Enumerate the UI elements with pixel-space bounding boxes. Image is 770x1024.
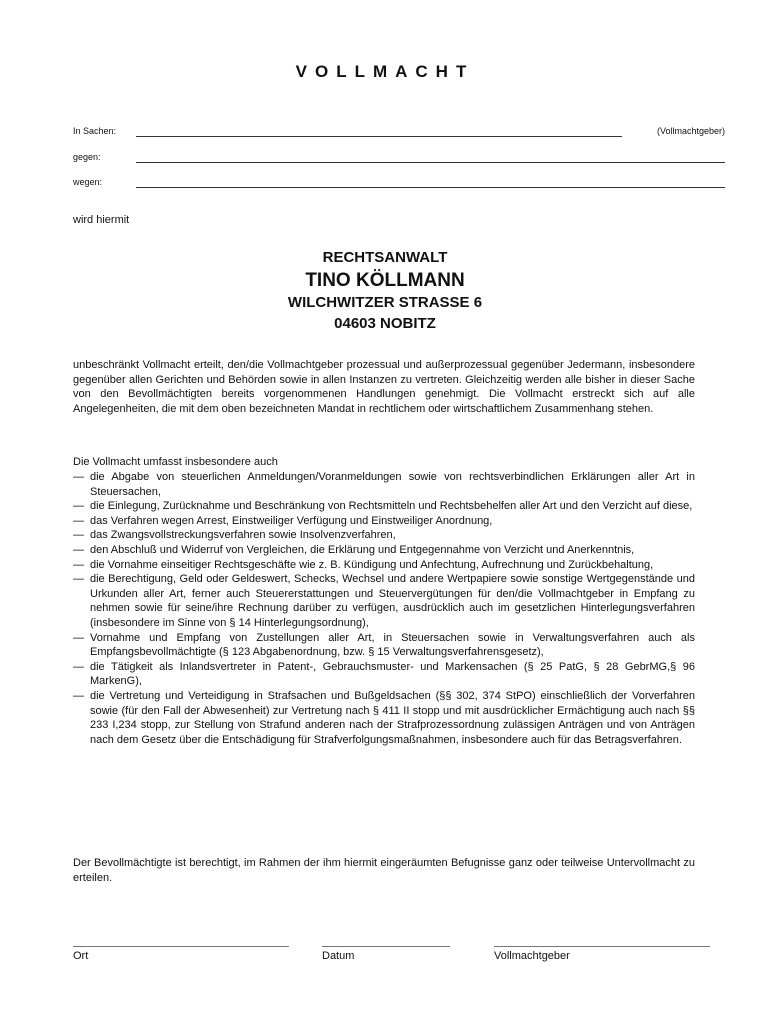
wegen-row (73, 177, 725, 191)
list-item (73, 689, 695, 747)
signature-vollmachtgeber (494, 946, 710, 962)
ort-signature-line[interactable] (73, 946, 289, 947)
lawyer-role: RECHTSANWALT (322, 249, 448, 266)
list-item (73, 660, 695, 689)
ort-label: Ort (73, 950, 89, 962)
list-dash: — (73, 558, 84, 571)
lawyer-city: 04603 NOBITZ (334, 315, 436, 332)
list-dash: — (73, 573, 84, 586)
list-item-text: die Vertretung und Verteidigung in Strafsachen und Bußgeldsachen (§§ 302, 374 StPO) einschließlich der Vorverfahren sowie (für den Fall der Abwesenheit) zur Vertretung nach § 411 II stopp und mit ausdrücklicher Ermächtigung auch nach §§ 233 I,234 stopp, zur Stellung von Strafund anderen nach der Strafprozessordnung zulässigen Anträgen und von Anträgen nach dem Gesetz über die Entschädigung für Strafverfolgungsmaßnahmen, insbesondere auch für das Betragsverfahren. (90, 689, 695, 746)
wegen-line[interactable] (136, 187, 725, 188)
datum-label: Datum (322, 950, 355, 962)
wegen-label: wegen: (73, 177, 103, 187)
list-item (73, 514, 695, 529)
list-item-text: die Tätigkeit als Inlandsvertreter in Patent-, Gebrauchsmuster- und Markensachen (§ 25 PatG, § 28 GebrMG,§ 96 MarkenG), (90, 660, 695, 688)
lawyer-name: TINO KÖLLMANN (305, 270, 465, 291)
list-item-text: das Zwangsvollstreckungsverfahren sowie Insolvenzverfahren, (90, 529, 396, 542)
list-item-text: die Abgabe von steuerlichen Anmeldungen/Voranmeldungen sowie von rechtsverbindlichen Erklärungen aller Art in Steuersachen, (90, 471, 695, 498)
in-sachen-line[interactable] (136, 136, 622, 137)
list-item-text: Vornahme und Empfang von Zustellungen aller Art, in Steuersachen sowie in Verwaltungsverfahren auch als Empfangsbevollmächtigte (§ 123 Abgabenordnung, bzw. § 15 Verwaltungsverfahrensgesetz), (90, 631, 695, 659)
list-item-text: den Abschluß und Widerruf von Vergleichen, die Erklärung und Entgegennahme von Verzicht und Anerkenntnis, (90, 543, 635, 556)
list-item (73, 558, 695, 573)
in-sachen-label: In Sachen: (73, 126, 117, 136)
gegen-label: gegen: (73, 152, 101, 162)
sub-authority-paragraph: Der Bevollmächtigte ist berechtigt, im Rahmen der ihm hiermit eingeräumten Befugnisse ganz oder teilweise Untervollmacht zu erteilen. (73, 857, 695, 884)
lawyer-block (0, 248, 770, 335)
list-dash: — (73, 471, 84, 483)
list-dash: — (73, 529, 84, 542)
list-heading: Die Vollmacht umfasst insbesondere auch (73, 456, 278, 468)
lawyer-street: WILCHWITZER STRASSE 6 (287, 294, 483, 311)
list-item (73, 543, 695, 558)
in-sachen-row (73, 126, 725, 140)
vollmachtgeber-label: Vollmachtgeber (494, 950, 570, 962)
gegen-row (73, 152, 725, 166)
list-item (73, 631, 695, 660)
list-dash: — (73, 631, 84, 644)
list-item (73, 499, 695, 514)
list-item (73, 470, 695, 499)
intro-text: wird hiermit (73, 214, 130, 226)
signature-ort (73, 946, 289, 962)
list-item (73, 572, 695, 630)
list-dash: — (73, 660, 84, 673)
datum-signature-line[interactable] (322, 946, 450, 947)
list-dash: — (73, 500, 84, 513)
signature-datum (322, 946, 450, 962)
scope-paragraph: unbeschränkt Vollmacht erteilt, den/die Vollmachtgeber prozessual und außerprozessual gegenüber Jedermann, insbesondere gegenüber allen Gerichten und Behörden sowie in allen Instanzen zu vertreten. Gleichzeitig werden alle bisher in dieser Sache von den Bevollmächtigten bereits vorgenommenen Handlungen genehmigt. Die Vollmacht erstreckt sich auf alle Angelegenheiten, die mit dem oben bezeichneten Mandat in rechtlichem oder wirtschaftlichem Zusammenhang stehen. (73, 359, 695, 415)
list-item-text: die Vornahme einseitiger Rechtsgeschäfte wie z. B. Kündigung und Anfechtung, Aufrechnung und Zurückbehaltung, (90, 558, 654, 571)
gegen-line[interactable] (136, 162, 725, 163)
list-item (73, 528, 695, 543)
vollmachtgeber-signature-line[interactable] (494, 946, 710, 947)
list-dash: — (73, 689, 84, 702)
list-item-text: die Einlegung, Zurücknahme und Beschränkung von Rechtsmitteln und Rechtsbehelfen aller Art und den Verzicht auf diese, (90, 500, 693, 513)
list-item-text: die Berechtigung, Geld oder Geldeswert, Schecks, Wechsel und andere Wertpapiere sowie sonstige Wertgegenstände und Urkunden aller Art, ferner auch Steuererstattungen und Steuervergütungen für den/die Vollmachtgeber in Empfang zu nehmen sowie für seine/ihre Rechnung darüber zu verfügen, ausdrücklich auch im gesetzlichen Hinterlegungsverfahren (insbesondere im Sinne von § 14 Hinterlegungsordnung), (90, 573, 695, 629)
list-item-text: das Verfahren wegen Arrest, Einstweiliger Verfügung und Einstweiliger Anordnung, (90, 514, 493, 527)
document-title: VOLLMACHT (295, 62, 475, 81)
list-dash: — (73, 514, 84, 527)
list-dash: — (73, 543, 84, 556)
vollmachtgeber-hint: (Vollmachtgeber) (656, 126, 725, 136)
powers-list (73, 470, 695, 747)
